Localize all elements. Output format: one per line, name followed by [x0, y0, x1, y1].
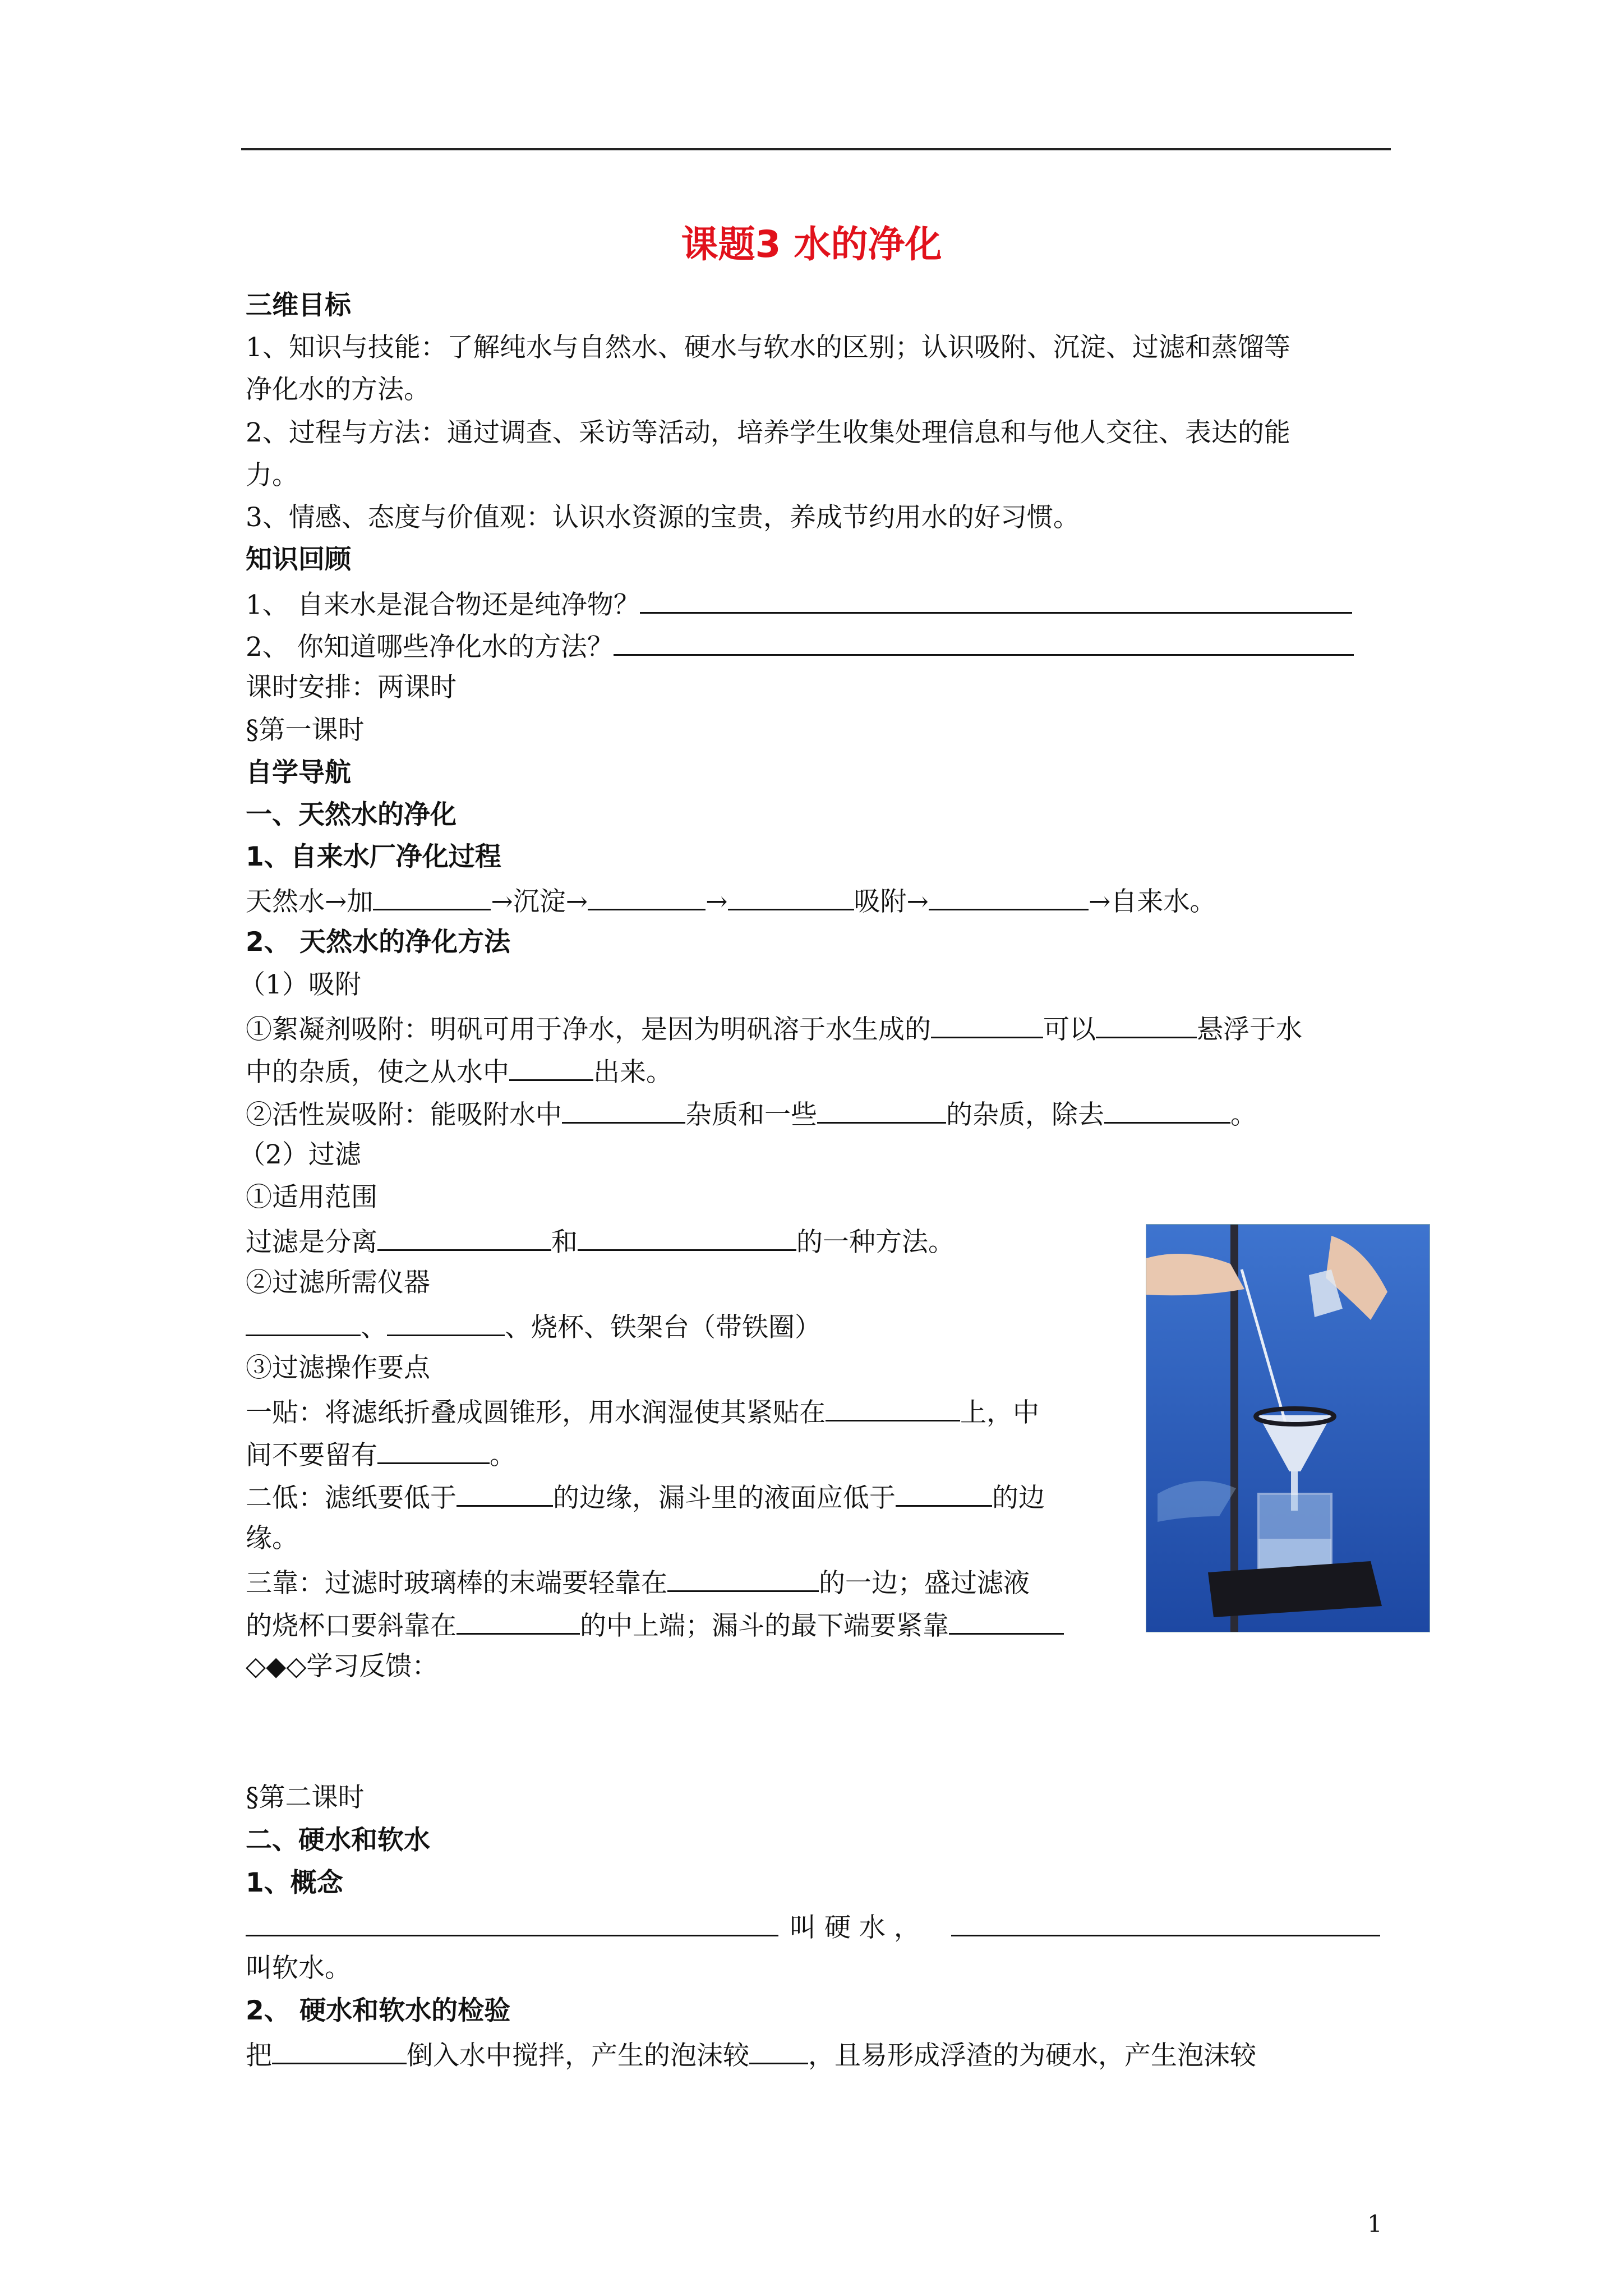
blank[interactable] — [377, 1223, 551, 1251]
page-number: 1 — [1367, 2210, 1382, 2238]
point-2-line-2: 缘。 — [246, 1523, 298, 1554]
lesson-1-heading: §第一课时 — [246, 715, 365, 746]
point-3-line-2: 的烧杯口要斜靠在 的中上端；漏斗的最下端要紧靠 — [246, 1607, 1064, 1643]
blank[interactable] — [377, 1437, 490, 1464]
blank[interactable] — [457, 1479, 553, 1507]
filtration-illustration — [1146, 1225, 1430, 1632]
filtration-heading: （2）过滤 — [239, 1139, 361, 1170]
blank[interactable] — [749, 2037, 808, 2064]
goal-1-line-1: 1、知识与技能：了解纯水与自然水、硬水与软水的区别；认识吸附、沉淀、过滤和蒸馏等 — [246, 332, 1290, 363]
point-1-line-2: 间不要留有 。 — [246, 1437, 516, 1473]
point-2-line-1: 二低：滤纸要低于 的边缘，漏斗里的液面应低于 的边 — [246, 1479, 1045, 1515]
blank[interactable] — [640, 586, 1352, 614]
goal-2-line-2: 力。 — [246, 460, 298, 491]
filtration-photo — [1146, 1224, 1430, 1632]
concept-line-1: 叫 硬 水 ， — [246, 1909, 1380, 1945]
blank[interactable] — [509, 1053, 593, 1081]
blank[interactable] — [826, 1394, 960, 1421]
blank[interactable] — [614, 628, 1354, 656]
flocculant-line-2: 中的杂质，使之从水中 出来。 — [246, 1053, 672, 1089]
page-title: 课题3 水的净化 — [681, 223, 942, 266]
adsorption-heading: （1）吸附 — [239, 969, 361, 1000]
purification-flow: 天然水→加 →沉淀→ → 吸附→ →自来水。 — [246, 883, 1216, 919]
blank[interactable] — [1104, 1096, 1230, 1124]
review-question-2: 2、 你知道哪些净化水的方法？ — [246, 628, 1354, 664]
blank[interactable] — [578, 1223, 796, 1251]
review-question-1: 1、 自来水是混合物还是纯净物？ — [246, 586, 1352, 622]
blank[interactable] — [951, 1909, 1380, 1936]
blank[interactable] — [667, 1565, 819, 1592]
points-heading: ③过滤操作要点 — [246, 1352, 430, 1383]
goal-1-line-2: 净化水的方法。 — [246, 374, 430, 405]
blank[interactable] — [817, 1096, 946, 1124]
blank[interactable] — [387, 1309, 505, 1336]
point-1-line-1: 一贴：将滤纸折叠成圆锥形，用水润湿使其紧贴在 上，中 — [246, 1394, 1039, 1430]
header-rule — [241, 148, 1391, 150]
concept-line-2: 叫软水。 — [246, 1953, 351, 1984]
concept-heading: 1、概念 — [246, 1867, 343, 1898]
methods-heading: 2、 天然水的净化方法 — [246, 927, 511, 958]
schedule: 课时安排：两课时 — [246, 672, 457, 703]
blank[interactable] — [246, 1909, 778, 1936]
scope-line: 过滤是分离 和 的一种方法。 — [246, 1223, 955, 1259]
blank[interactable] — [457, 1607, 580, 1635]
goal-3: 3、情感、态度与价值观：认识水资源的宝贵，养成节约用水的好习惯。 — [246, 502, 1080, 533]
part-1-heading: 一、天然水的净化 — [246, 799, 457, 830]
goal-2-line-1: 2、过程与方法：通过调查、采访等活动，培养学生收集处理信息和与他人交往、表达的能 — [246, 417, 1290, 448]
scope-heading: ①适用范围 — [246, 1182, 377, 1213]
self-study-heading: 自学导航 — [246, 757, 351, 788]
instruments-line: 、 、烧杯、铁架台（带铁圈） — [246, 1309, 821, 1345]
test-line: 把 倒入水中搅拌，产生的泡沫较 ，且易形成浮渣的为硬水，产生泡沫较 — [246, 2037, 1256, 2073]
part-2-heading: 二、硬水和软水 — [246, 1825, 430, 1856]
learning-feedback: ◇◆◇学习反馈： — [246, 1651, 439, 1682]
blank[interactable] — [1096, 1011, 1197, 1038]
blank[interactable] — [929, 883, 1089, 910]
goals-heading: 三维目标 — [246, 290, 351, 321]
lesson-2-heading: §第二课时 — [246, 1782, 365, 1813]
review-heading: 知识回顾 — [246, 544, 351, 575]
blank[interactable] — [246, 1309, 361, 1336]
blank[interactable] — [931, 1011, 1043, 1038]
blank[interactable] — [373, 883, 491, 910]
flocculant-line-1: ①絮凝剂吸附：明矾可用于净水，是因为明矾溶于水生成的 可以 悬浮于水 — [246, 1011, 1302, 1047]
waterworks-heading: 1、自来水厂净化过程 — [246, 841, 501, 872]
blank[interactable] — [896, 1479, 992, 1507]
blank[interactable] — [588, 883, 706, 910]
activated-carbon-line: ②活性炭吸附：能吸附水中 杂质和一些 的杂质，除去 。 — [246, 1096, 1257, 1132]
blank[interactable] — [728, 883, 854, 910]
point-3-line-1: 三靠：过滤时玻璃棒的末端要轻靠在 的一边；盛过滤液 — [246, 1565, 1030, 1600]
test-heading: 2、 硬水和软水的检验 — [246, 1995, 511, 2026]
blank[interactable] — [562, 1096, 685, 1124]
blank[interactable] — [949, 1607, 1064, 1635]
blank[interactable] — [272, 2037, 407, 2064]
instruments-heading: ②过滤所需仪器 — [246, 1267, 430, 1298]
